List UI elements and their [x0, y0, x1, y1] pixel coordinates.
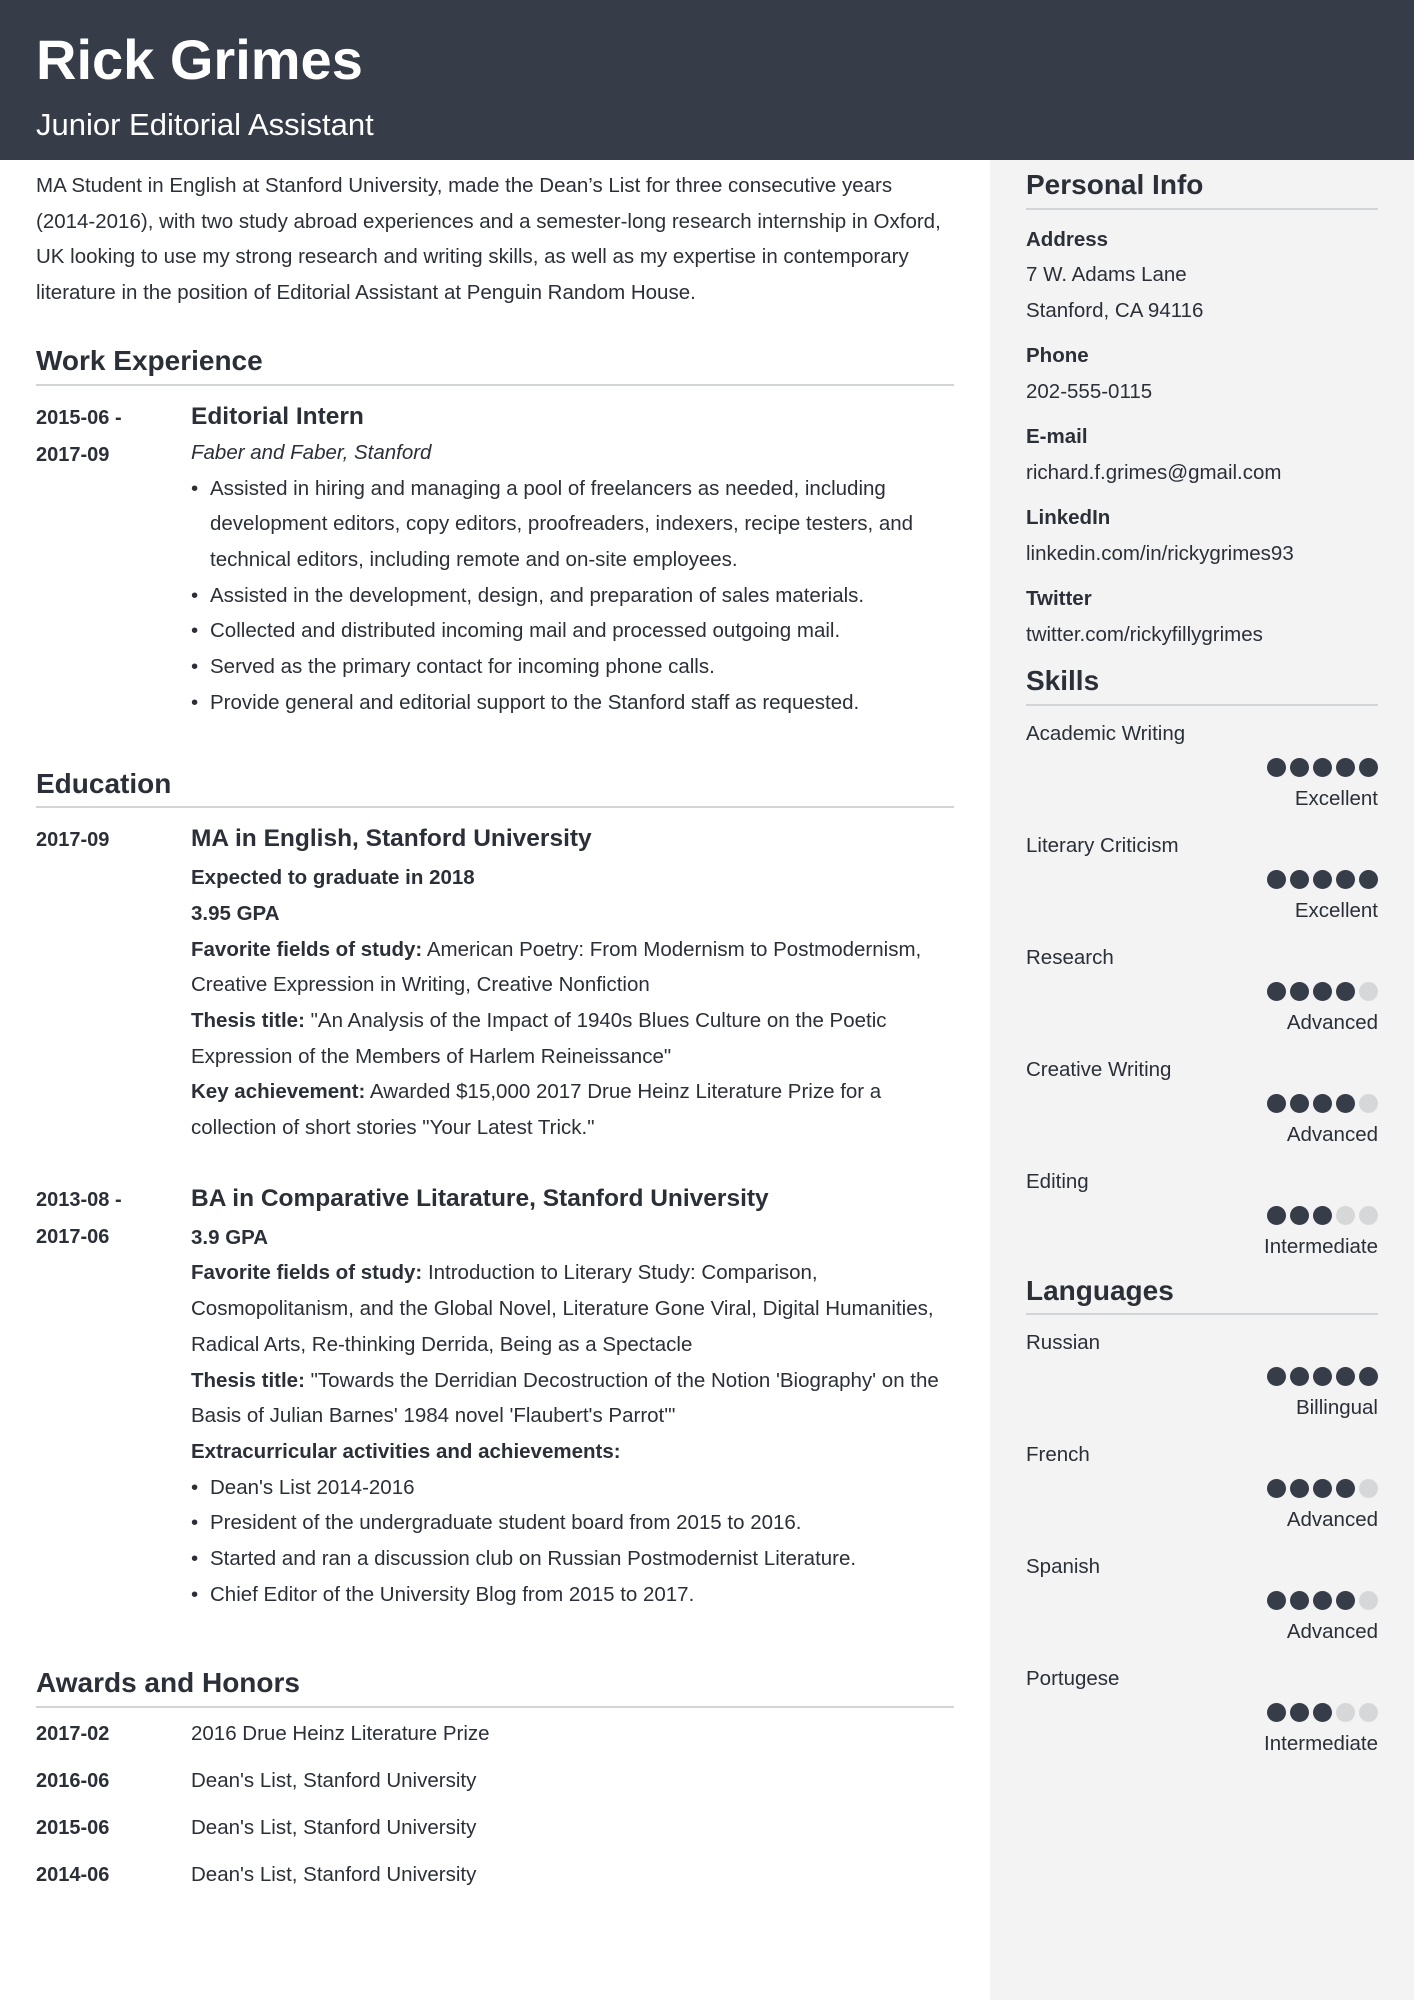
- skill-item: [1026, 1164, 1378, 1262]
- degree-title: MA in English, Stanford University: [191, 825, 592, 853]
- language-item: [1026, 1549, 1378, 1647]
- thesis-label: Thesis title:: [191, 1368, 305, 1392]
- date-start: 2015-06 -: [36, 406, 122, 429]
- skill-name: Literary Criticism: [1026, 833, 1179, 857]
- award-date: 2014-06: [36, 1863, 110, 1886]
- rating-dot-filled: [1336, 1094, 1355, 1113]
- email-label: E-mail: [1026, 425, 1088, 449]
- extracurricular-label: Extracurricular activities and achievements:: [191, 1439, 621, 1463]
- list-item: • Started and ran a discussion club on Russian Postmodernist Literature.: [191, 1541, 954, 1577]
- rating-dots: [1026, 1584, 1378, 1617]
- rating-dots: [1026, 1087, 1378, 1120]
- work-entry: [36, 400, 954, 721]
- fields-label: Favorite fields of study:: [191, 1261, 423, 1285]
- rating-dot-filled: [1336, 870, 1355, 889]
- award-row: [36, 1851, 954, 1898]
- email-group: [1026, 419, 1378, 490]
- rating-dot-filled: [1313, 982, 1332, 1001]
- fields-label: Favorite fields of study:: [191, 937, 423, 961]
- proficiency-level: Billingual: [1295, 1396, 1378, 1420]
- gpa: 3.9 GPA: [191, 1225, 269, 1249]
- award-row: [36, 1710, 954, 1757]
- rating-dot-filled: [1290, 982, 1309, 1001]
- list-item: • Dean's List 2014-2016: [191, 1470, 954, 1506]
- entry-body: [191, 400, 954, 721]
- degree-title: BA in Comparative Litarature, Stanford University: [191, 1184, 769, 1212]
- award-row: [36, 1804, 954, 1851]
- date-end: 2017-06: [36, 1225, 110, 1248]
- linkedin-group: [1026, 500, 1378, 571]
- entry-body: [191, 1182, 954, 1613]
- rating-dot-filled: [1313, 1479, 1332, 1498]
- phone-label: Phone: [1026, 344, 1089, 368]
- education-entry-ma: [36, 822, 954, 1146]
- rating-dots: [1026, 863, 1378, 896]
- awards-list: [36, 1710, 954, 1898]
- phone-value: 202-555-0115: [1026, 379, 1153, 403]
- fields-value: American Poetry: From Modernism to Postmodernism, Creative Expression in Writing, Creative Nonfiction: [191, 937, 922, 997]
- list-item: • Chief Editor of the University Blog from 2015 to 2017.: [191, 1577, 954, 1613]
- date-end: 2017-09: [36, 443, 110, 466]
- skill-item: [1026, 716, 1378, 814]
- rating-dot-filled: [1313, 1367, 1332, 1386]
- rating-dot-empty: [1359, 1479, 1378, 1498]
- rating-dots: [1026, 1696, 1378, 1729]
- thesis-label: Thesis title:: [191, 1008, 305, 1032]
- rating-dot-filled: [1290, 1479, 1309, 1498]
- proficiency-level: Intermediate: [1264, 1234, 1378, 1258]
- rating-dot-filled: [1313, 1206, 1332, 1225]
- address-group: [1026, 222, 1378, 329]
- candidate-title: Junior Editorial Assistant: [36, 107, 374, 142]
- rating-dot-filled: [1313, 1703, 1332, 1722]
- award-title: 2016 Drue Heinz Literature Prize: [191, 1721, 490, 1745]
- achievement-label: Key achievement:: [191, 1080, 366, 1104]
- summary-paragraph: MA Student in English at Stanford University, made the Dean’s List for three consecutive years (2014-2016), with two study abroad experiences and a semester-long research internship in Oxford, UK looking to use my strong research and writing skills, as well as my expertise in contemporary literature in the position of Editorial Assistant at Penguin Random House.: [36, 174, 941, 304]
- list-item: • Served as the primary contact for incoming phone calls.: [191, 649, 954, 685]
- twitter-group: [1026, 581, 1378, 652]
- entry-date: [36, 1182, 191, 1613]
- language-name: Portugese: [1026, 1667, 1120, 1691]
- section-title-work-experience: Work Experience: [36, 344, 954, 386]
- language-item: [1026, 1437, 1378, 1535]
- proficiency-level: Advanced: [1286, 1508, 1378, 1532]
- award-date: 2017-02: [36, 1722, 110, 1745]
- rating-dots: [1026, 751, 1378, 784]
- proficiency-level: Advanced: [1286, 1620, 1378, 1644]
- proficiency-level: Advanced: [1286, 1122, 1378, 1146]
- rating-dot-filled: [1336, 1591, 1355, 1610]
- rating-dot-filled: [1290, 1591, 1309, 1610]
- education-section: [36, 767, 954, 1613]
- email-value: richard.f.grimes@gmail.com: [1026, 460, 1282, 484]
- linkedin-label: LinkedIn: [1026, 506, 1111, 530]
- rating-dot-empty: [1359, 1206, 1378, 1225]
- thesis: [191, 1363, 954, 1434]
- award-title: Dean's List, Stanford University: [191, 1768, 477, 1792]
- rating-dot-empty: [1359, 1703, 1378, 1722]
- rating-dot-filled: [1313, 758, 1332, 777]
- list-item: • Assisted in the development, design, and preparation of sales materials.: [191, 578, 954, 614]
- fields-of-study: [191, 1255, 954, 1362]
- rating-dot-filled: [1290, 1367, 1309, 1386]
- entry-date: [36, 822, 191, 1146]
- rating-dot-filled: [1267, 1206, 1286, 1225]
- rating-dot-filled: [1313, 1094, 1332, 1113]
- skill-item: [1026, 940, 1378, 1038]
- skills-list: [1026, 716, 1378, 1262]
- rating-dot-filled: [1359, 758, 1378, 777]
- rating-dot-filled: [1267, 1094, 1286, 1113]
- skill-item: [1026, 1052, 1378, 1150]
- rating-dot-filled: [1336, 1479, 1355, 1498]
- skill-name: Research: [1026, 945, 1114, 969]
- proficiency-level: Intermediate: [1264, 1732, 1378, 1756]
- award-date: 2015-06: [36, 1816, 110, 1839]
- skill-name: Editing: [1026, 1169, 1089, 1193]
- date-start: 2017-09: [36, 829, 110, 852]
- list-item: • Provide general and editorial support to the Stanford staff as requested.: [191, 685, 954, 721]
- rating-dot-filled: [1267, 758, 1286, 777]
- rating-dot-filled: [1290, 1206, 1309, 1225]
- key-achievement: [191, 1074, 954, 1145]
- proficiency-level: Excellent: [1294, 898, 1378, 922]
- rating-dot-filled: [1313, 1591, 1332, 1610]
- address-label: Address: [1026, 227, 1109, 251]
- section-title-personal-info: Personal Info: [1026, 168, 1378, 210]
- rating-dot-filled: [1267, 1703, 1286, 1722]
- company-name: Faber and Faber, Stanford: [191, 440, 432, 464]
- job-responsibilities: [191, 471, 954, 721]
- list-item: • President of the undergraduate student board from 2015 to 2016.: [191, 1505, 954, 1541]
- entry-body: [191, 822, 954, 1146]
- section-title-skills: Skills: [1026, 664, 1378, 706]
- section-title-languages: Languages: [1026, 1274, 1378, 1316]
- sidebar: [1026, 168, 1378, 1759]
- rating-dots: [1026, 975, 1378, 1008]
- phone-group: [1026, 338, 1378, 409]
- rating-dot-empty: [1359, 982, 1378, 1001]
- main-column: [36, 168, 954, 1898]
- rating-dot-filled: [1267, 1367, 1286, 1386]
- fields-value: Introduction to Literary Study: Comparison, Cosmopolitanism, and the Global Novel, Literature Gone Viral, Digital Humanities, Radical Arts, Re-thinking Derrida, Being as a Spectacle: [191, 1261, 934, 1356]
- rating-dot-filled: [1336, 758, 1355, 777]
- language-name: Russian: [1026, 1331, 1101, 1355]
- twitter-label: Twitter: [1026, 587, 1092, 611]
- award-title: Dean's List, Stanford University: [191, 1815, 477, 1839]
- skill-name: Academic Writing: [1026, 721, 1186, 745]
- address-line-1: 7 W. Adams Lane: [1026, 263, 1187, 287]
- rating-dot-empty: [1359, 1094, 1378, 1113]
- rating-dot-filled: [1290, 758, 1309, 777]
- rating-dot-filled: [1359, 870, 1378, 889]
- address-line-2: Stanford, CA 94116: [1026, 298, 1204, 322]
- rating-dot-filled: [1267, 1591, 1286, 1610]
- rating-dot-filled: [1267, 982, 1286, 1001]
- language-item: [1026, 1661, 1378, 1759]
- skill-item: [1026, 828, 1378, 926]
- list-item: • Assisted in hiring and managing a pool of freelancers as needed, including development editors, copy editors, proofreaders, indexers, recipe testers, and technical editors, including remote and on-site employees.: [191, 471, 954, 578]
- achievement-value: Awarded $15,000 2017 Drue Heinz Literature Prize for a collection of short stories "Your Latest Trick.": [191, 1080, 882, 1140]
- candidate-name: Rick Grimes: [36, 28, 363, 91]
- rating-dot-filled: [1359, 1367, 1378, 1386]
- rating-dot-filled: [1290, 1094, 1309, 1113]
- rating-dot-filled: [1290, 870, 1309, 889]
- rating-dot-filled: [1313, 870, 1332, 889]
- language-item: [1026, 1325, 1378, 1423]
- job-title: Editorial Intern: [191, 402, 364, 430]
- rating-dot-empty: [1336, 1206, 1355, 1225]
- rating-dot-filled: [1267, 1479, 1286, 1498]
- rating-dots: [1026, 1360, 1378, 1393]
- work-experience-section: [36, 344, 954, 721]
- award-title: Dean's List, Stanford University: [191, 1862, 477, 1886]
- section-title-education: Education: [36, 767, 954, 809]
- rating-dots: [1026, 1199, 1378, 1232]
- thesis: [191, 1003, 954, 1074]
- rating-dot-filled: [1267, 870, 1286, 889]
- extracurricular-list: [191, 1470, 954, 1613]
- rating-dot-filled: [1336, 1367, 1355, 1386]
- language-name: French: [1026, 1443, 1090, 1467]
- linkedin-value: linkedin.com/in/rickygrimes93: [1026, 541, 1294, 565]
- graduation-note: Expected to graduate in 2018: [191, 866, 475, 890]
- rating-dot-empty: [1336, 1703, 1355, 1722]
- date-start: 2013-08 -: [36, 1188, 122, 1211]
- award-date: 2016-06: [36, 1769, 110, 1792]
- thesis-value: "Towards the Derridian Decostruction of the Notion 'Biography' on the Basis of Julian Barnes' 1984 novel 'Flaubert's Parrot'": [191, 1368, 939, 1428]
- language-name: Spanish: [1026, 1555, 1101, 1579]
- entry-date: [36, 400, 191, 721]
- rating-dot-filled: [1336, 982, 1355, 1001]
- rating-dot-empty: [1359, 1591, 1378, 1610]
- languages-list: [1026, 1325, 1378, 1759]
- thesis-value: "An Analysis of the Impact of 1940s Blues Culture on the Poetic Expression of the Members of Harlem Reineissance": [191, 1008, 887, 1068]
- skill-name: Creative Writing: [1026, 1057, 1172, 1081]
- section-title-awards: Awards and Honors: [36, 1666, 954, 1708]
- rating-dots: [1026, 1472, 1378, 1505]
- fields-of-study: [191, 932, 954, 1003]
- twitter-value: twitter.com/rickyfillygrimes: [1026, 622, 1263, 646]
- education-entry-ba: [36, 1182, 954, 1613]
- resume-header: [0, 0, 1414, 160]
- proficiency-level: Advanced: [1286, 1010, 1378, 1034]
- gpa: 3.95 GPA: [191, 901, 280, 925]
- proficiency-level: Excellent: [1294, 786, 1378, 810]
- awards-section: [36, 1666, 954, 1898]
- list-item: • Collected and distributed incoming mail and processed outgoing mail.: [191, 613, 954, 649]
- rating-dot-filled: [1290, 1703, 1309, 1722]
- award-row: [36, 1757, 954, 1804]
